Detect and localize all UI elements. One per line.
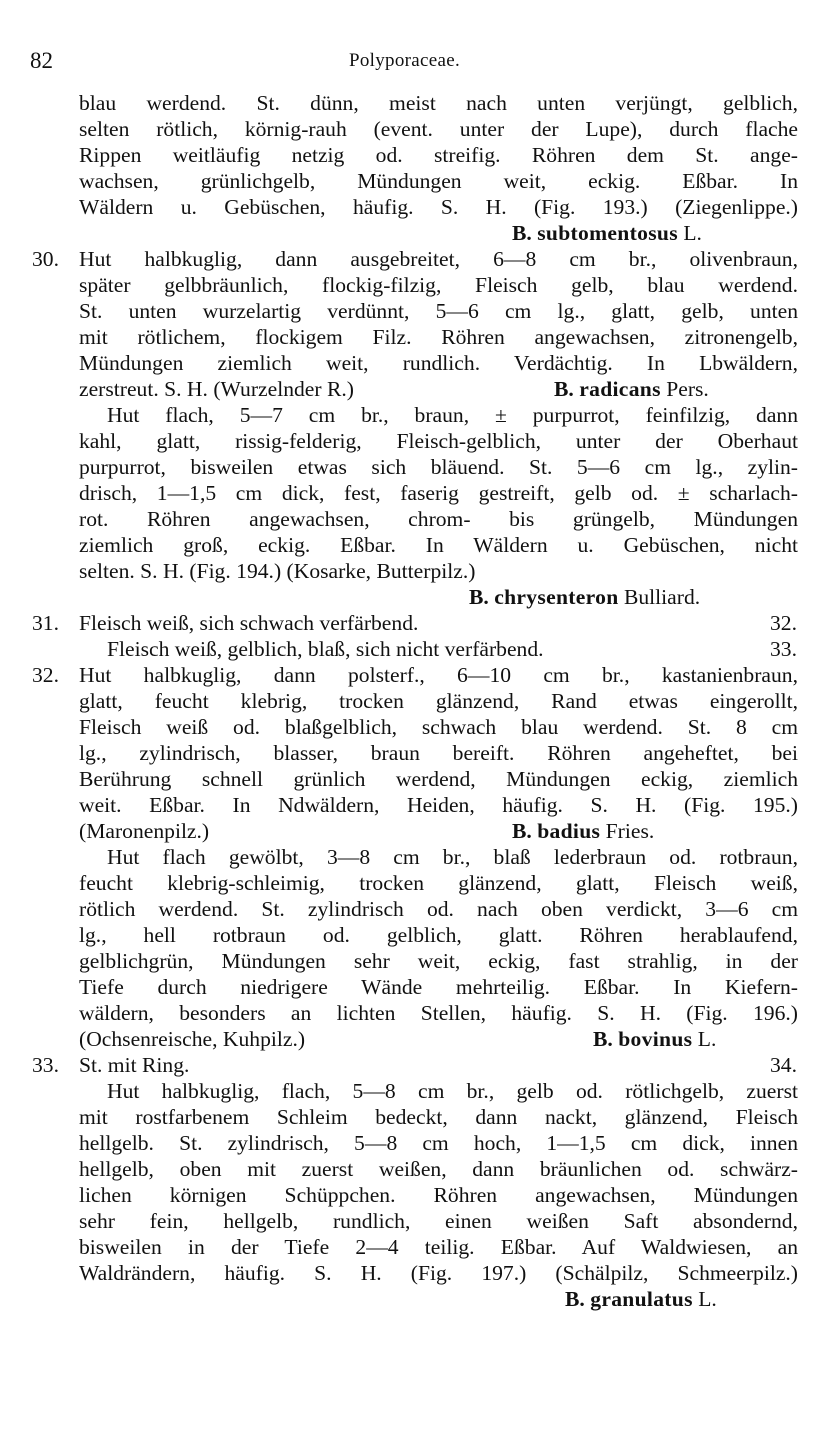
text-line [0,1234,830,1260]
text-line [0,428,830,454]
text-line [0,1104,830,1130]
text-line [0,1182,830,1208]
text-line [0,558,830,584]
text-line [0,220,830,246]
page-number: 82 [30,48,53,73]
text-line [0,844,830,870]
line-text: Fleisch weiß od. blaßgelblich, schwach blau werdend. St. 8 cm [79,715,798,739]
text-line [0,246,830,272]
text-line [0,142,830,168]
text-line [0,1130,830,1156]
genus-abbrev: B. [593,1027,613,1051]
text-line [0,714,830,740]
line-text: rot. Röhren angewachsen, chrom- bis grüngelb, Mündungen [79,507,798,531]
species-name [565,1286,717,1312]
line-text: wäldern, besonders an lichten Stellen, häufig. S. H. (Fig. 196.) [79,1001,798,1025]
text-line [0,662,830,688]
body-text [0,90,830,1312]
species-author: L. [683,221,702,245]
key-number: 32. [32,663,59,687]
line-text: (Maronenpilz.) [79,819,210,843]
line-text: lichen körnigen Schüppchen. Röhren angewachsen, Mündungen [79,1183,798,1207]
text-line [0,194,830,220]
text-line [0,766,830,792]
line-text: mit rötlichem, flockigem Filz. Röhren angewachsen, zitronengelb, [79,325,798,349]
line-text: Mündungen ziemlich weit, rundlich. Verdächtig. In Lbwäldern, [79,351,798,375]
line-text: gelblichgrün, Mündungen sehr weit, eckig, fast strahlig, in der [79,949,798,973]
running-head: Polyporaceae. [349,50,460,71]
key-reference: 34. [770,1053,797,1077]
line-text: Hut halbkuglig, flach, 5—8 cm br., gelb od. rötlichgelb, zuerst [107,1079,798,1103]
line-text: Fleisch weiß, sich schwach verfärbend. [79,611,419,635]
text-line [0,168,830,194]
text-line [0,298,830,324]
text-line [0,1208,830,1234]
species-epithet: granulatus [590,1287,693,1311]
line-text: lg., zylindrisch, blasser, braun bereift. Röhren angeheftet, bei [79,741,798,765]
text-line [0,870,830,896]
key-number: 30. [32,247,59,271]
line-text: sehr fein, hellgelb, rundlich, einen weißen Saft absondernd, [79,1209,798,1233]
key-reference: 32. [770,611,797,635]
text-line [0,974,830,1000]
text-line [0,1156,830,1182]
line-text: mit rostfarbenem Schleim bedeckt, dann nackt, glänzend, Fleisch [79,1105,798,1129]
species-author: L. [698,1287,717,1311]
line-text: St. mit Ring. [79,1053,190,1077]
line-text: selten rötlich, körnig-rauh (event. unter der Lupe), durch flache [79,117,798,141]
text-line [0,324,830,350]
line-text: St. unten wurzelartig verdünnt, 5—6 cm lg., glatt, gelb, unten [79,299,798,323]
species-author: Fries. [605,819,655,843]
line-text: Tiefe durch niedrigere Wände mehrteilig. Eßbar. In Kiefern- [79,975,798,999]
line-text: rötlich werdend. St. zylindrisch od. nach oben verdickt, 3—6 cm [79,897,798,921]
line-text: (Ochsenreische, Kuhpilz.) [79,1027,306,1051]
species-epithet: chrysenteron [494,585,619,609]
line-text: Hut halbkuglig, dann ausgebreitet, 6—8 cm br., olivenbraun, [79,247,798,271]
line-text: wachsen, grünlichgelb, Mündungen weit, eckig. Eßbar. In [79,169,798,193]
species-author: Bulliard. [623,585,701,609]
species-name [512,220,702,246]
line-text: weit. Eßbar. In Ndwäldern, Heiden, häufig. S. H. (Fig. 195.) [79,793,798,817]
text-line [0,532,830,558]
text-line [0,272,830,298]
line-text: Waldrändern, häufig. S. H. (Fig. 197.) (Schälpilz, Schmeerpilz.) [79,1261,798,1285]
text-line [0,1026,830,1052]
species-name [469,584,700,610]
line-text: bisweilen in der Tiefe 2—4 teilig. Eßbar. Auf Waldwiesen, an [79,1235,798,1259]
text-line [0,896,830,922]
text-line [0,1078,830,1104]
genus-abbrev: B. [469,585,489,609]
line-text: lg., hell rotbraun od. gelblich, glatt. Röhren herablaufend, [79,923,798,947]
line-text: Hut flach, 5—7 cm br., braun, ± purpurrot, feinfilzig, dann [107,403,798,427]
text-line [0,792,830,818]
text-line [0,636,830,662]
text-line [0,948,830,974]
key-number: 31. [32,611,59,635]
species-name [593,1026,716,1052]
text-line [0,1260,830,1286]
line-text: Fleisch weiß, gelblich, blaß, sich nicht verfärbend. [107,637,544,661]
text-line [0,740,830,766]
text-line [0,402,830,428]
key-reference: 33. [770,637,797,661]
text-line [0,480,830,506]
line-text: Hut flach gewölbt, 3—8 cm br., blaß lederbraun od. rotbraun, [107,845,798,869]
species-epithet: subtomentosus [537,221,678,245]
line-text: kahl, glatt, rissig-felderig, Fleisch-gelblich, unter der Oberhaut [79,429,798,453]
line-text: Wäldern u. Gebüschen, häufig. S. H. (Fig. 193.) (Ziegenlippe.) [79,195,798,219]
line-text: hellgelb. St. zylindrisch, 5—8 cm hoch, 1—1,5 cm dick, innen [79,1131,798,1155]
text-line [0,922,830,948]
genus-abbrev: B. [565,1287,585,1311]
text-line [0,506,830,532]
genus-abbrev: B. [512,819,532,843]
line-text: purpurrot, bisweilen etwas sich bläuend. St. 5—6 cm lg., zylin- [79,455,798,479]
line-text: später gelbbräunlich, flockig-filzig, Fleisch gelb, blau werdend. [79,273,798,297]
line-text: Berührung schnell grünlich werdend, Mündungen eckig, ziemlich [79,767,798,791]
line-text: glatt, feucht klebrig, trocken glänzend, Rand etwas eingerollt, [79,689,798,713]
species-author: L. [697,1027,717,1051]
species-epithet: badius [537,819,601,843]
text-line [0,818,830,844]
line-text: drisch, 1—1,5 cm dick, fest, faserig gestreift, gelb od. ± scharlach- [79,481,798,505]
text-line [0,1052,830,1078]
species-name [554,376,709,402]
line-text: hellgelb, oben mit zuerst weißen, dann bräunlichen od. schwärz- [79,1157,798,1181]
line-text: blau werdend. St. dünn, meist nach unten verjüngt, gelblich, [79,91,798,115]
text-line [0,350,830,376]
text-line [0,584,830,610]
text-line [0,454,830,480]
text-line [0,610,830,636]
species-name [512,818,654,844]
line-text: zerstreut. S. H. (Wurzelnder R.) [79,377,354,401]
line-text: selten. S. H. (Fig. 194.) (Kosarke, Butterpilz.) [79,559,476,583]
species-epithet: bovinus [618,1027,693,1051]
line-text: ziemlich groß, eckig. Eßbar. In Wäldern u. Gebüschen, nicht [79,533,798,557]
text-line [0,1286,830,1312]
species-epithet: radicans [579,377,661,401]
line-text: Hut halbkuglig, dann polsterf., 6—10 cm br., kastanienbraun, [79,663,798,687]
text-line [0,688,830,714]
text-line [0,116,830,142]
text-line [0,90,830,116]
genus-abbrev: B. [554,377,574,401]
species-author: Pers. [666,377,709,401]
key-number: 33. [32,1053,59,1077]
text-line [0,376,830,402]
line-text: Rippen weitläufig netzig od. streifig. Röhren dem St. ange- [79,143,798,167]
text-line [0,1000,830,1026]
genus-abbrev: B. [512,221,532,245]
line-text: feucht klebrig-schleimig, trocken glänzend, glatt, Fleisch weiß, [79,871,798,895]
